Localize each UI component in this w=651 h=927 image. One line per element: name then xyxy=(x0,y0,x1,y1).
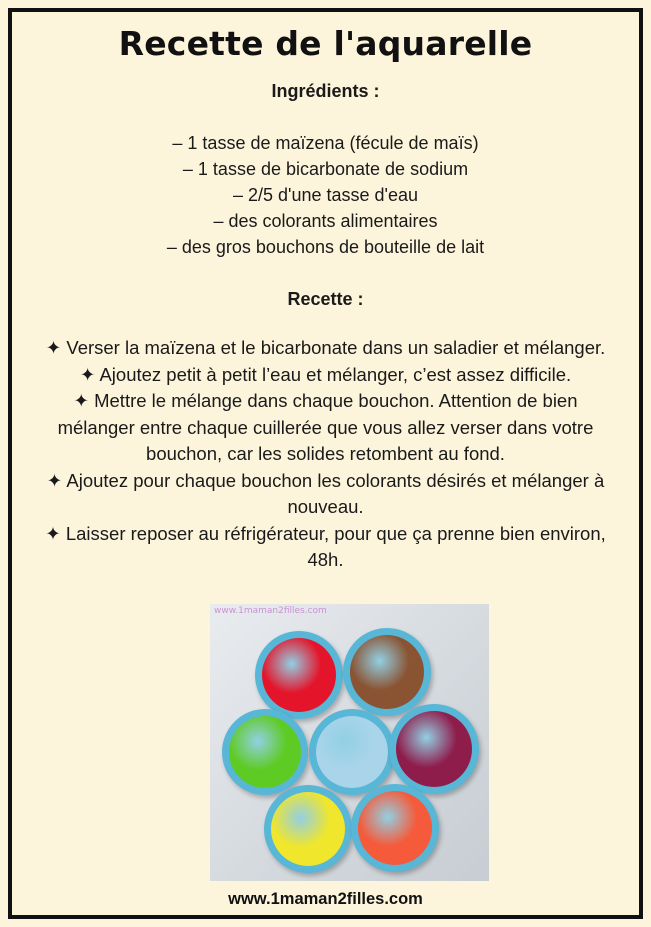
cap-magenta xyxy=(389,704,479,794)
paint-brown xyxy=(350,635,424,709)
page-title: Recette de l'aquarelle xyxy=(118,24,533,63)
cap-red xyxy=(255,631,343,719)
paint-caps-photo xyxy=(210,604,489,881)
recipe-step: ✦ Ajoutez pour chaque bouchon les colorants désirés et mélanger à nouveau. xyxy=(46,469,605,517)
paint-magenta xyxy=(396,711,472,787)
ingredient-item: – des colorants alimentaires xyxy=(213,211,438,231)
ingredient-item: – 1 tasse de bicarbonate de sodium xyxy=(182,159,469,179)
paint-yellow xyxy=(271,792,345,866)
recipe-step: ✦ Laisser reposer au réfrigérateur, pour que ça prenne bien environ, 48h. xyxy=(45,522,606,570)
recipe-step: ✦ Verser la maïzena et le bicarbonate dans un saladier et mélanger. xyxy=(45,337,606,358)
cap-brown xyxy=(343,628,431,716)
cap-orange xyxy=(351,784,439,872)
cap-light-blue xyxy=(309,709,395,795)
recipe-heading: Recette : xyxy=(287,289,364,309)
paint-orange xyxy=(358,791,432,865)
ingredient-item: – des gros bouchons de bouteille de lait xyxy=(166,237,485,257)
ingredient-item: – 2/5 d'une tasse d'eau xyxy=(232,185,419,205)
paint-red xyxy=(262,638,336,712)
recipe-step: ✦ Ajoutez petit à petit l’eau et mélanger, c’est assez difficile. xyxy=(79,363,572,385)
cap-green xyxy=(222,709,308,795)
paint-green xyxy=(229,716,301,788)
paint-light-blue xyxy=(316,716,388,788)
ingredients-list xyxy=(12,130,639,260)
photo-watermark: www.1maman2filles.com xyxy=(214,606,327,616)
ingredient-item: – 1 tasse de maïzena (fécule de maïs) xyxy=(172,133,479,153)
recipe-step: ✦ Mettre le mélange dans chaque bouchon. Attention de bien mélanger entre chaque cuillerée que vous allez verser dans votre bouchon, car les solides retombent au fond. xyxy=(57,390,594,464)
recipe-card xyxy=(8,8,643,919)
website-footer: www.1maman2filles.com xyxy=(228,890,423,908)
cap-yellow xyxy=(264,785,352,873)
recipe-steps xyxy=(42,335,609,574)
ingredients-heading: Ingrédients : xyxy=(271,81,380,101)
